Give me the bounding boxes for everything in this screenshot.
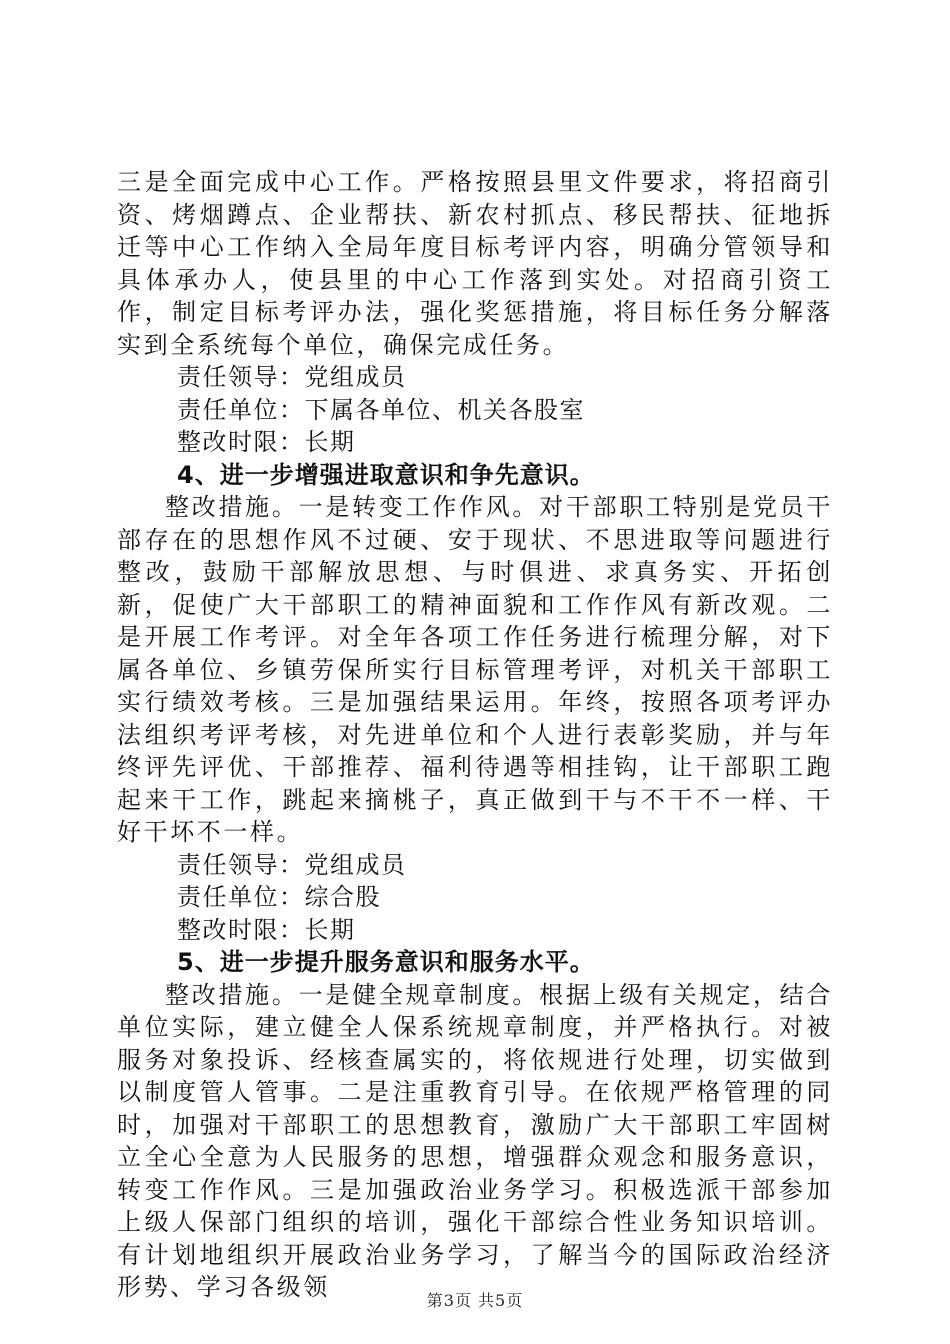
page-number-footer: 第3页 共5页	[426, 1291, 524, 1310]
deadline-1: 整改时限：长期	[177, 428, 356, 456]
section-heading-5: 5、进一步提升服务意识和服务水平。	[177, 948, 595, 976]
paragraph-section-5-measures: 整改措施。一是健全规章制度。根据上级有关规定，结合单位实际，建立健全人保系统规章制度，并严格执行。对被服务对象投诉、经核查属实的，将依规进行处理，切实做到以制度管人管事。二是注重教育引导。在依规严格管理的同时，加强对干部职工的思想教育，激励广大干部职工牢固树立全心全意为人民服务的思想，增强群众观念和服务意识，转变工作作风。三是加强政治业务学习。积极选派干部参加上级人保部门组织的培训，强化干部综合性业务知识培训。有计划地组织开展政治业务学习，了解当今的国际政治经济形势、学习各级领	[117, 980, 833, 1301]
responsible-leader-1: 责任领导：党组成员	[177, 363, 407, 391]
paragraph-central-work: 三是全面完成中心工作。严格按照县里文件要求，将招商引资、烤烟蹲点、企业帮扶、新农村抓点、移民帮扶、征地拆迁等中心工作纳入全局年度目标考评内容，明确分管领导和具体承办人，使县里的中心工作落到实处。对招商引资工作，制定目标考评办法，强化奖惩措施，将目标任务分解落实到全系统每个单位，确保完成任务。	[117, 168, 833, 359]
responsible-leader-2: 责任领导：党组成员	[177, 850, 407, 879]
deadline-2: 整改时限：长期	[177, 915, 356, 944]
paragraph-section-4-measures: 整改措施。一是转变工作作风。对干部职工特别是党员干部存在的思想作风不过硬、安于现状、不思进取等问题进行整改，鼓励干部解放思想、与时俱进、求真务实、开拓创新，促使广大干部职工的精神面貌和工作作风有新改观。二是开展工作考评。对全年各项工作任务进行梳理分解，对下属各单位、乡镇劳保所实行目标管理考评，对机关干部职工实行绩效考核。三是加强结果运用。年终，按照各项考评办法组织考评考核，对先进单位和个人进行表彰奖励，并与年终评先评优、干部推荐、福利待遇等相挂钩，让干部职工跑起来干工作，跳起来摘桃子，真正做到干与不干不一样、干好干坏不一样。	[117, 493, 833, 846]
section-heading-4: 4、进一步增强进取意识和争先意识。	[177, 460, 595, 489]
document-body	[117, 166, 833, 1304]
responsible-unit-2: 责任单位：综合股	[177, 883, 381, 911]
responsible-unit-1: 责任单位：下属各单位、机关各股室	[177, 395, 585, 424]
